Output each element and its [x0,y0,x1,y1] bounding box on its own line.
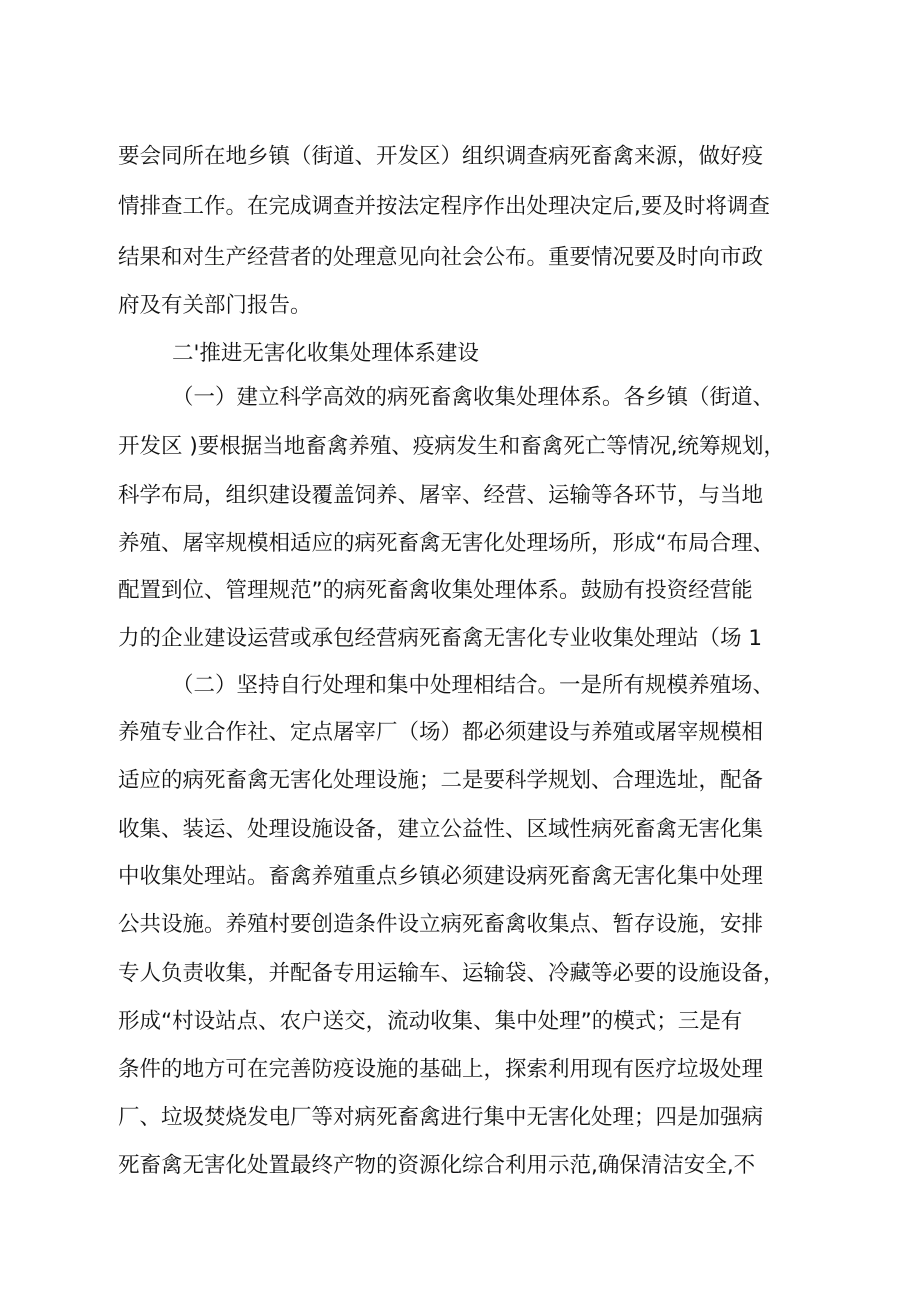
paragraph-line: 开发区 )要根据当地畜禽养殖、疫病发生和畜禽死亡等情况,统筹规划， [118,434,786,459]
paragraph-line: 养殖、屠宰规模相适应的病死畜禽无害化处理场所，形成“布局合理、 [118,531,775,556]
paragraph-line: 收集、装运、处理设施设备，建立公益性、区域性病死畜禽无害化集 [118,817,764,842]
paragraph-line: 厂、垃圾焚烧发电厂等对病死畜禽进行集中无害化处理；四是加强病 [118,1105,764,1130]
paragraph-line: 配置到位、管理规范”的病死畜禽收集处理体系。鼓励有投资经营能 [118,578,753,603]
paragraph-line: 条件的地方可在完善防疫设施的基础上，探索利用现有医疗垃圾处理 [118,1057,764,1082]
paragraph-line: 结果和对生产经营者的处理意见向社会公布。重要情况要及时向市政 [118,245,764,270]
paragraph-line: 力的企业建设运营或承包经营病死畜禽无害化专业收集处理站（场 1 [118,626,763,651]
paragraph-line: 中收集处理站。畜禽养殖重点乡镇必须建设病死畜禽无害化集中处理 [118,864,764,889]
paragraph-line: 养殖专业合作社、定点屠宰厂（场）都必须建设与养殖或屠宰规模相 [118,720,764,745]
paragraph-line: 形成“村设站点、农户送交，流动收集、集中处理”的模式；三是有 [118,1009,743,1034]
paragraph-line: 情排查工作。在完成调查并按法定程序作出处理决定后,要及时将调查 [118,194,770,219]
section-heading: 二'推进无害化收集处理体系建设 [172,341,479,366]
paragraph-line: 专人负责收集，并配备专用运输车、运输袋、冷藏等必要的设施设备， [118,961,785,986]
paragraph-line: 死畜禽无害化处置最终产物的资源化综合利用示范,确保清洁安全,不 [118,1153,756,1178]
paragraph-line: （一）建立科学高效的病死畜禽收集处理体系。各乡镇（街道、 [172,385,775,410]
paragraph-line: 要会同所在地乡镇（街道、开发区）组织调查病死畜禽来源，做好疫 [118,144,764,169]
paragraph-line: 科学布局，组织建设覆盖饲养、屠宰、经营、运输等各环节，与当地 [118,483,764,508]
paragraph-line: 府及有关部门报告。 [118,293,312,318]
paragraph-line: （二）坚持自行处理和集中处理相结合。一是所有规模养殖场、 [172,673,775,698]
paragraph-line: 公共设施。养殖村要创造条件设立病死畜禽收集点、暂存设施，安排 [118,912,764,937]
paragraph-line: 适应的病死畜禽无害化处理设施；二是要科学规划、合理选址，配备 [118,768,764,793]
